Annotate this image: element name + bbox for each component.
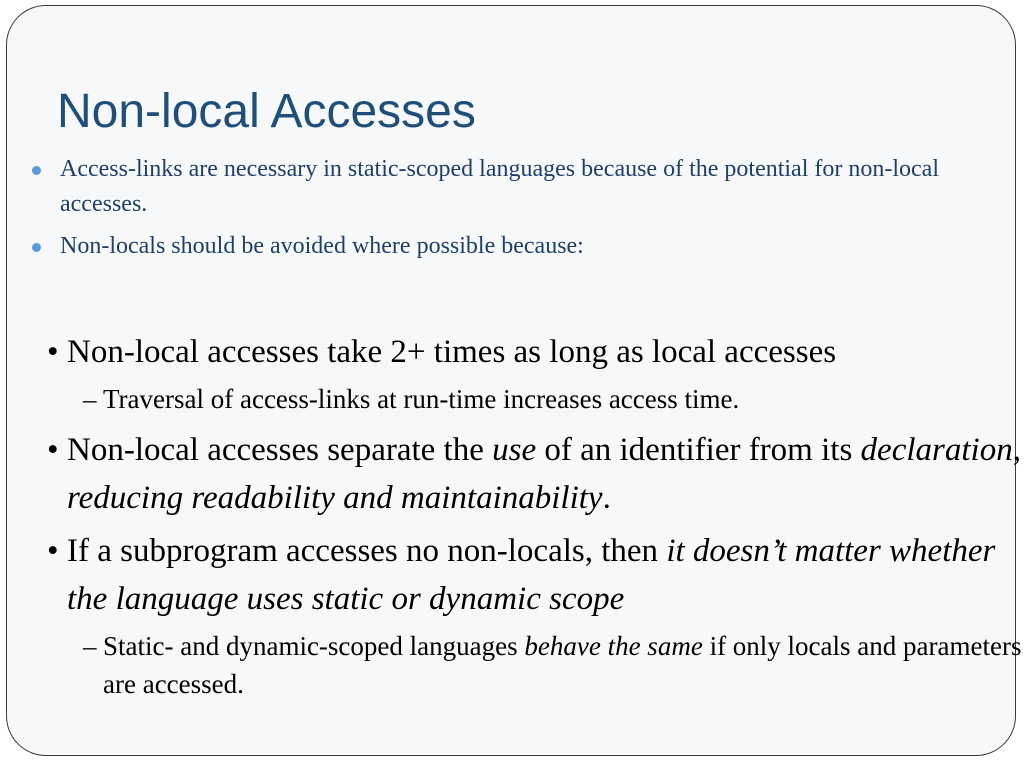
emphasis-text: reducing readability and maintainability (67, 480, 603, 516)
main-bullet-item (47, 426, 1022, 522)
dash-icon: – (83, 384, 97, 414)
sub-bullet-item (47, 627, 1022, 703)
main-bullet-item (47, 527, 1022, 623)
top-bullet-item (29, 152, 1004, 222)
slide-title: Non-local Accesses (57, 85, 476, 138)
main-bullet-text: , (1012, 432, 1021, 468)
top-bullet-text: Access-links are necessary in static-scoped languages because of the potential for non-local accesses. (60, 156, 939, 217)
top-bullet-text: Non-locals should be avoided where possible because: (60, 233, 584, 259)
main-bullet-text: Non-local accesses take 2+ times as long as local accesses (67, 334, 837, 370)
slide (6, 5, 1022, 756)
sub-bullet-text: if only locals and parameters are accessed. (103, 631, 1022, 699)
sub-bullet-text: Static- and dynamic-scoped languages (103, 631, 525, 661)
bullet-icon: • (47, 432, 59, 468)
bullet-icon: • (47, 533, 59, 569)
top-bullet-list (29, 152, 1004, 271)
main-bullet-text: of an identifier from its (536, 432, 861, 468)
main-bullet-text: Non-local accesses separate the (67, 432, 493, 468)
bullet-icon: • (47, 334, 59, 370)
main-bullet-list (47, 328, 1022, 703)
bullet-dot-icon (32, 243, 41, 252)
main-bullet-text: . (602, 480, 611, 516)
bullet-dot-icon (32, 166, 41, 175)
sub-bullet-text: Traversal of access-links at run-time increases access time. (103, 384, 740, 414)
emphasis-text: behave the same (524, 631, 703, 661)
emphasis-text: use (492, 432, 537, 468)
main-bullet-item (47, 328, 1022, 376)
emphasis-text: it doesn’t matter whether the language uses static or dynamic scope (67, 533, 996, 617)
main-bullet-text: If a subprogram accesses no non-locals, then (67, 533, 667, 569)
emphasis-text: declaration (860, 432, 1013, 468)
dash-icon: – (83, 631, 97, 661)
top-bullet-item (29, 229, 1004, 264)
sub-bullet-item (47, 380, 1022, 418)
